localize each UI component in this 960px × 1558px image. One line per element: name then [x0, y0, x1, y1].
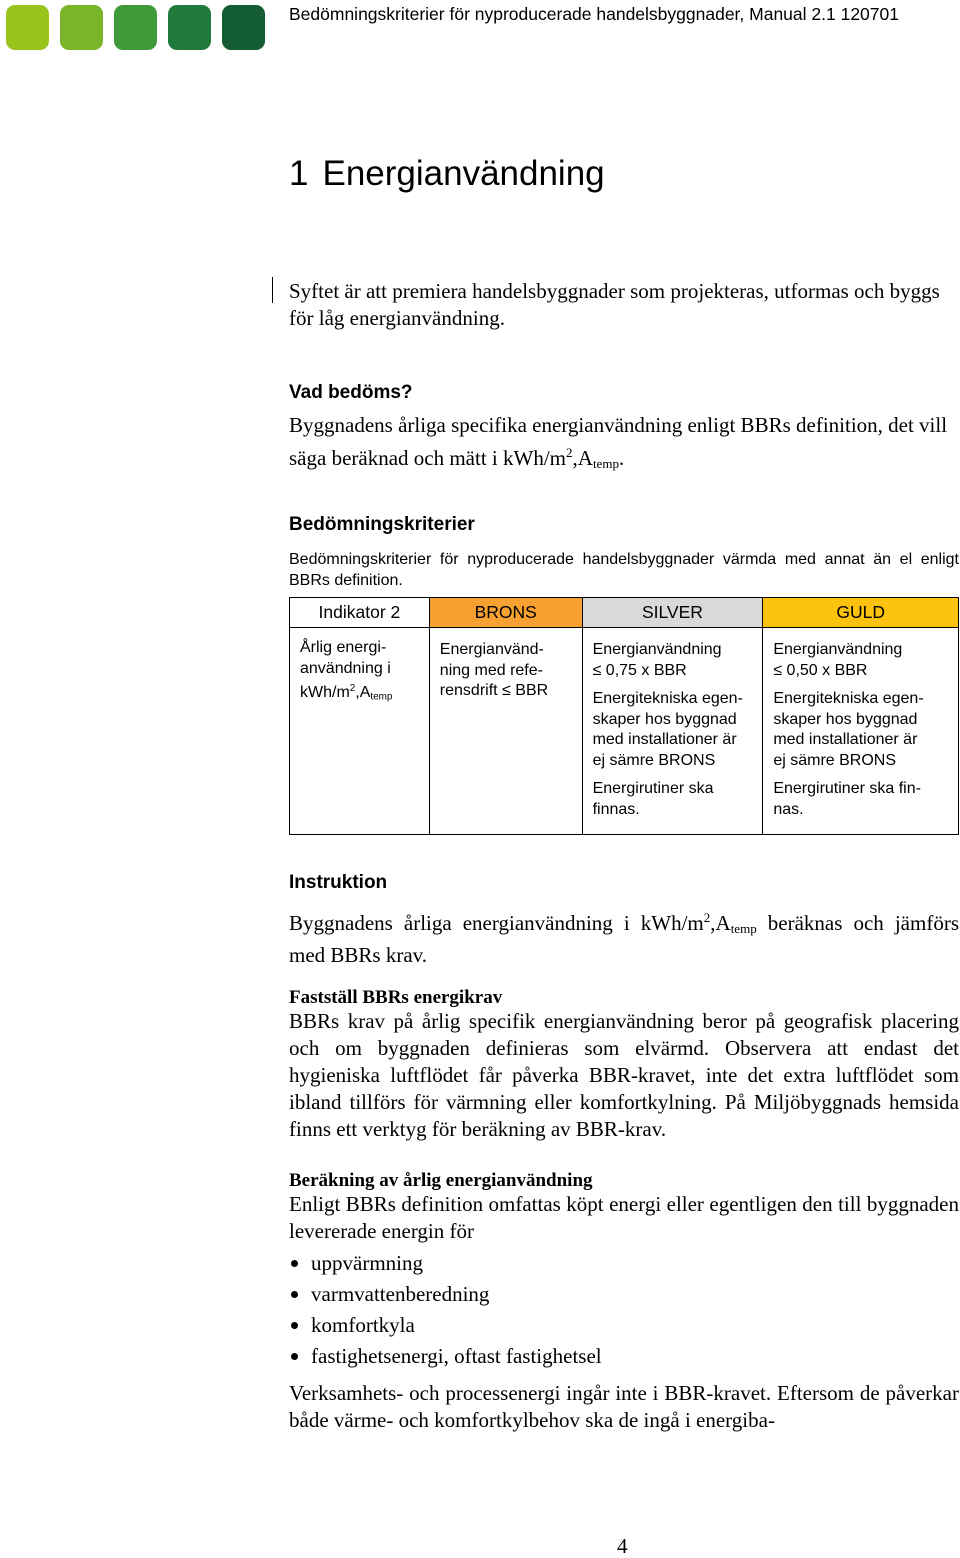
- silver-requirement: Energianvändning ≤ 0,75 x BBR: [592, 641, 722, 679]
- silver-properties: Energitekniska egen- skaper hos byggnad med installationer är ej sämre BRONS: [592, 690, 743, 769]
- section-number: 1: [289, 154, 309, 193]
- list-item: varmvattenberedning: [289, 1279, 959, 1310]
- list-item: fastighetsenergi, oftast fastighetsel: [289, 1341, 959, 1372]
- header-silver: SILVER: [582, 598, 763, 628]
- intro-paragraph: Syftet är att premiera handelsbyggnader som projekteras, utformas och byggs för låg energianvändning.: [289, 279, 940, 330]
- calc-paragraph: Enligt BBRs definition omfattas köpt energi eller egentligen den till byggnaden levererade energin för: [289, 1192, 959, 1243]
- silver-routines: Energirutiner ska finnas.: [592, 780, 714, 818]
- bbr-paragraph: BBRs krav på årlig specifik energianvändning beror på geografisk placering och om byggnaden definieras som elvärmd. Observera att endast det hygieniska luftflödet får påverka BBR-kravet, inte det extra luftflödet som ibland tillförs för värmning eller komfortkylning. På Miljöbyggnads hemsida finns ett verktyg för beräkning av BBR-krav.: [289, 1009, 959, 1141]
- what-mid: ,A: [572, 445, 593, 470]
- logo-square: [60, 5, 103, 50]
- what-text: Byggnadens årliga specifika energianvändning enligt BBRs definition, det vill säga beräknad och mätt i kWh/m: [289, 413, 948, 470]
- section-heading: [289, 154, 605, 194]
- brons-line: ning med refe-: [439, 661, 543, 679]
- what-heading: Vad bedöms?: [289, 382, 413, 403]
- running-header: Bedömningskriterier för nyproducerade handelsbyggnader, Manual 2.1 120701: [289, 4, 899, 24]
- indicator-line: användning i: [300, 659, 391, 677]
- what-paragraph: [289, 412, 959, 477]
- criteria-paragraph: Bedömningskriterier för nyproducerade handelsbyggnader värmda med annat än el enligt BBRs definition.: [289, 551, 959, 589]
- logo-square: [222, 5, 265, 50]
- list-item: komfortkyla: [289, 1310, 959, 1341]
- what-end: .: [618, 445, 625, 470]
- criteria-table: [289, 597, 959, 835]
- section-title: Energianvändning: [322, 154, 605, 193]
- calc-note: Verksamhets- och processenergi ingår inte i BBR-kravet. Eftersom de påverkar både värme- och komfortkylbehov ska de ingå i energiba-: [289, 1381, 959, 1432]
- header-guld: GULD: [763, 598, 959, 628]
- guld-properties: Energitekniska egen- skaper hos byggnad med installationer är ej sämre BRONS: [773, 690, 924, 769]
- indicator-line: Årlig energi-: [300, 639, 387, 656]
- logo-square: [168, 5, 211, 50]
- what-sup: 2: [566, 445, 573, 460]
- calc-bullet-list: [289, 1248, 959, 1372]
- change-bar: [272, 277, 273, 303]
- guld-routines: Energirutiner ska fin- nas.: [773, 780, 921, 818]
- cell-guld: [763, 628, 959, 835]
- logo-square: [6, 5, 49, 50]
- brons-line: Energianvänd-: [439, 641, 544, 658]
- cell-indicator: [290, 628, 430, 835]
- brons-line: rensdrift ≤ BBR: [439, 682, 549, 699]
- indicator-line: kWh/$m^2,A_{temp}$: [300, 683, 393, 703]
- page-number: 4: [617, 1534, 628, 1558]
- instruction-paragraph: Byggnadens årliga energianvändning i kWh/$m^2,A_{temp}$ beräknas och jämförs med BBRs krav.: [289, 910, 959, 968]
- cell-silver: [582, 628, 763, 835]
- logo-square: [114, 5, 157, 50]
- instruction-heading: Instruktion: [289, 872, 388, 893]
- header-brons: BRONS: [429, 598, 582, 628]
- brand-logo: [6, 5, 276, 50]
- guld-requirement: Energianvändning ≤ 0,50 x BBR: [773, 641, 903, 679]
- what-sub: temp: [592, 456, 619, 472]
- cell-brons: [429, 628, 582, 835]
- header-indicator: Indikator 2: [290, 598, 430, 628]
- table-header-row: [290, 598, 959, 628]
- criteria-heading: Bedömningskriterier: [289, 514, 475, 535]
- list-item: uppvärmning: [289, 1248, 959, 1279]
- table-row: [290, 628, 959, 835]
- bbr-heading: Fastställ BBRs energikrav: [289, 987, 503, 1008]
- calc-heading: Beräkning av årlig energianvändning: [289, 1170, 593, 1191]
